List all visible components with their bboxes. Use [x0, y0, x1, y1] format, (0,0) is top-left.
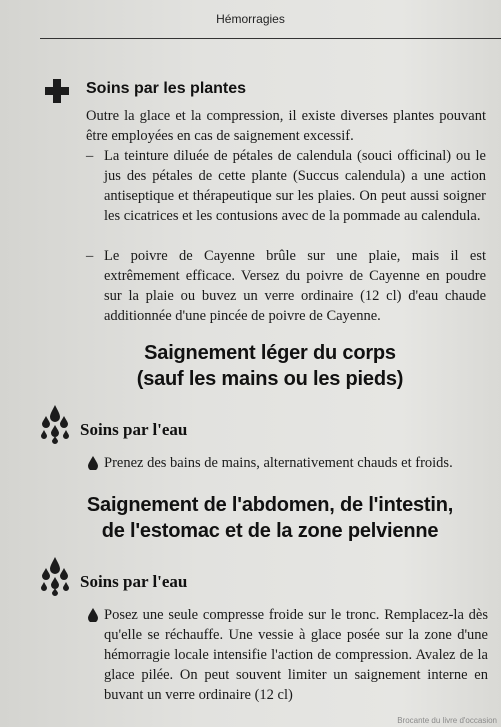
section-title-line: (sauf les mains ou les pieds) — [136, 368, 404, 390]
running-title: Hémorragies — [216, 12, 285, 26]
list-item — [86, 246, 486, 326]
section-heading-water: Soins par l'eau — [80, 572, 188, 591]
water-drops-icon — [38, 404, 72, 444]
red-cross-icon — [44, 78, 70, 104]
bullet-text: Prenez des bains de mains, alternativement chauds et froids. — [104, 455, 453, 471]
drop-bullet-icon — [88, 608, 98, 622]
section-heading-plants: Soins par les plantes — [86, 80, 247, 97]
water-drops-icon — [38, 556, 72, 596]
watermark: Brocante du livre d'occasion — [397, 716, 497, 725]
section-title-line: Saignement de l'abdomen, de l'intestin, — [86, 494, 454, 516]
bullet-text: Posez une seule compresse froide sur le tronc. Remplacez-la dès qu'elle se réchauffe. Une vessie à glace posée sur la zone d'une hémorragie locale intensifie l'action de compression. Avalez de la glace pilée. On peut souvent limiter un saignement interne en buvant un verre ordinaire (12 cl) — [104, 607, 488, 703]
section-title-abdomen — [50, 492, 490, 544]
section-title-light-bleeding — [60, 340, 480, 392]
list-item-text: Le poivre de Cayenne brûle sur une plaie, mais il est extrêmement efficace. Versez du poivre de Cayenne en poudre sur la plaie ou buvez un verre ordinaire (12 cl) d'eau chaude additionnée d'une pincée de poivre de Cayenne. — [104, 248, 486, 324]
section-title-line: de l'estomac et de la zone pelvienne — [101, 520, 439, 542]
intro-paragraph: Outre la glace et la compression, il existe diverses plantes pouvant être employées en cas de saignement excessif. — [86, 108, 486, 144]
section-heading-water: Soins par l'eau — [80, 420, 188, 439]
section-title-line: Saignement léger du corps — [144, 342, 396, 364]
list-item — [86, 146, 486, 246]
drop-bullet-icon — [88, 456, 98, 470]
list-item-text: La teinture diluée de pétales de calendula (souci officinal) ou le jus des pétales de cette plante (Succus calendula) a une action antiseptique et thérapeutique sur les plaies. On peut aussi soigner les cicatrices et les contusions avec de la pommade au calendula. — [104, 148, 486, 224]
header-rule — [40, 38, 501, 39]
dash-marker: – — [86, 248, 94, 264]
dash-marker: – — [86, 148, 94, 164]
